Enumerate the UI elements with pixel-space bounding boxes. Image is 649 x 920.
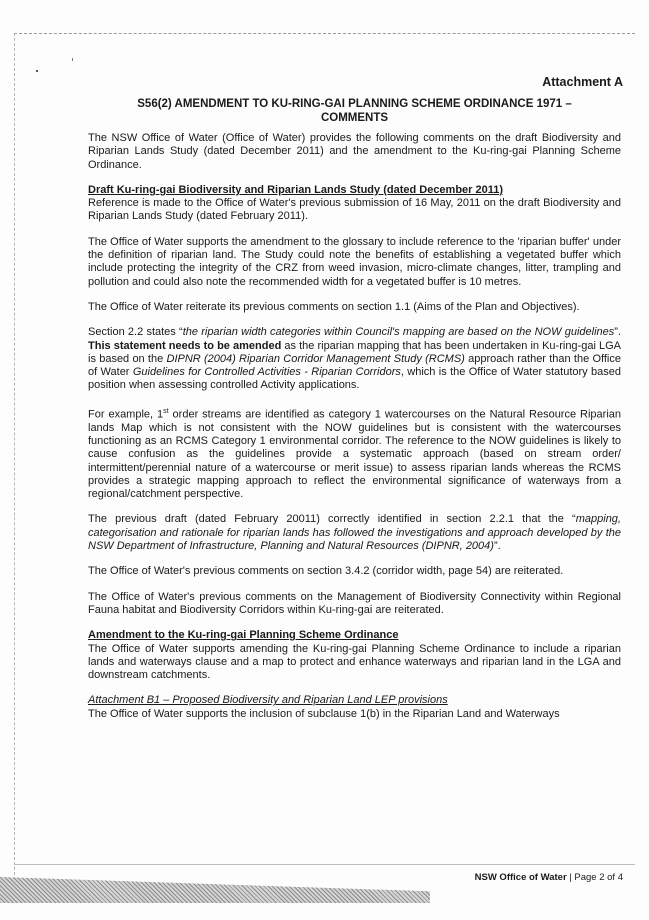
document-title-line1: S56(2) AMENDMENT TO KU-RING-GAI PLANNING SCHEME ORDINANCE 1971 – xyxy=(137,98,572,110)
footer-org: NSW Office of Water xyxy=(474,872,567,883)
section-heading-study: Draft Ku-ring-gai Biodiversity and Riparian Lands Study (dated December 2011) xyxy=(88,183,504,196)
footer-divider xyxy=(14,864,635,865)
text-run: approach rather than the Office of Water xyxy=(88,352,621,379)
quoted-text: mapping, categorisation and rationale for riparian lands has followed the investigations and approach developed by the NSW Department of Infrastructure, Planning and Natural Resources (DIPNR, 2004) xyxy=(88,513,621,553)
paragraph: Reference is made to the Office of Water's previous submission of 16 May, 2011 on the draft Biodiversity and Riparian Lands Study (dated February 2011). xyxy=(88,197,621,223)
top-border-line xyxy=(14,33,635,34)
scan-speck xyxy=(36,70,38,72)
text-run: order streams are identified as category 1 watercourses on the Natural Resource Riparian lands Map which is not consistent with the NOW guidelines but is consistent with the watercourses functioning as an RCMS Category 1 environmental corridor. The reference to the NOW guidelines is likely to cause confusion as the guidelines provide a systematic approach (based on stream order/ intermittent/perennial nature of a watercourse or merit issue) to assess riparian lands whereas the RCMS provides a strategic mapping approach to reflect the environmental significance of waterways from a regional/catchment perspective. xyxy=(88,408,622,501)
subsection-heading: Attachment B1 – Proposed Biodiversity and Riparian Land LEP provisions xyxy=(88,694,448,707)
paragraph-previous-draft xyxy=(88,513,621,553)
scan-speck xyxy=(72,58,73,61)
paragraph: The Office of Water supports the amendment to the glossary to include reference to the 'riparian buffer' under the definition of riparian land. The Study could note the benefits of establishing a vegetated buffer which include protecting the integrity of the CRZ from weed invasion, micro-climate changes, litter, trampling and pollution and could also note the recommended width for a vegetated buffer is 10 metres. xyxy=(88,235,621,288)
text-run: For example, 1 xyxy=(88,408,164,421)
reference-title: Guidelines for Controlled Activities - Riparian Corridors xyxy=(132,366,401,379)
paragraph: The Office of Water supports the inclusion of subclause 1(b) in the Riparian Land and Waterways xyxy=(88,707,560,720)
emphasis-text: This statement needs to be amended xyxy=(88,339,282,352)
page-footer xyxy=(475,872,623,883)
document-body xyxy=(88,132,621,721)
attachment-label: Attachment A xyxy=(542,75,623,89)
text-run: as the riparian mapping that has been undertaken in Ku-ring-gai LGA is based on the xyxy=(88,339,621,365)
paragraph: The Office of Water reiterate its previous comments on section 1.1 (Aims of the Plan and Objectives). xyxy=(88,300,580,313)
quoted-text: the riparian width categories within Council's mapping are based on the NOW guidelines xyxy=(182,326,615,339)
paragraph-example xyxy=(88,405,621,502)
page-number: Page 2 of 4 xyxy=(574,872,623,883)
reference-title: DIPNR (2004) Riparian Corridor Management Study (RCMS) xyxy=(166,352,465,365)
text-run: ”. xyxy=(493,540,501,553)
text-run: ”. xyxy=(614,326,621,339)
left-border-line xyxy=(14,33,15,890)
intro-paragraph: The NSW Office of Water (Office of Water) provides the following comments on the draft Biodiversity and Riparian Lands Study (dated December 2011) and the amendment to the Ku-ring-gai Planning Scheme Ordinance. xyxy=(88,132,621,171)
document-title-line2: COMMENTS xyxy=(320,112,389,124)
footer-decorative-bar xyxy=(0,877,430,903)
paragraph: The Office of Water's previous comments on the Management of Biodiversity Connectivity within Regional Fauna habitat and Biodiversity Corridors within Ku-ring-gai are reiterated. xyxy=(88,590,621,616)
paragraph: The Office of Water's previous comments on section 3.4.2 (corridor width, page 54) are reiterated. xyxy=(88,565,564,578)
footer-separator: | xyxy=(569,872,572,883)
document-title xyxy=(88,97,621,125)
paragraph-section-2-2 xyxy=(88,326,621,392)
text-run: The previous draft (dated February 20011) correctly identified in section 2.2.1 that the “ xyxy=(88,513,576,526)
text-run: , which is the Office of Water statutory based position when assessing controlled Activity applications. xyxy=(88,366,622,392)
paragraph: The Office of Water supports amending the Ku-ring-gai Planning Scheme Ordinance to include a riparian lands and waterways clause and a map to protect and enhance waterways and riparian land in the LGA and downstream catchments. xyxy=(88,642,621,682)
superscript: st xyxy=(163,407,169,415)
text-run: Section 2.2 states “ xyxy=(88,326,183,339)
section-heading-ordinance: Amendment to the Ku-ring-gai Planning Scheme Ordinance xyxy=(88,629,399,642)
